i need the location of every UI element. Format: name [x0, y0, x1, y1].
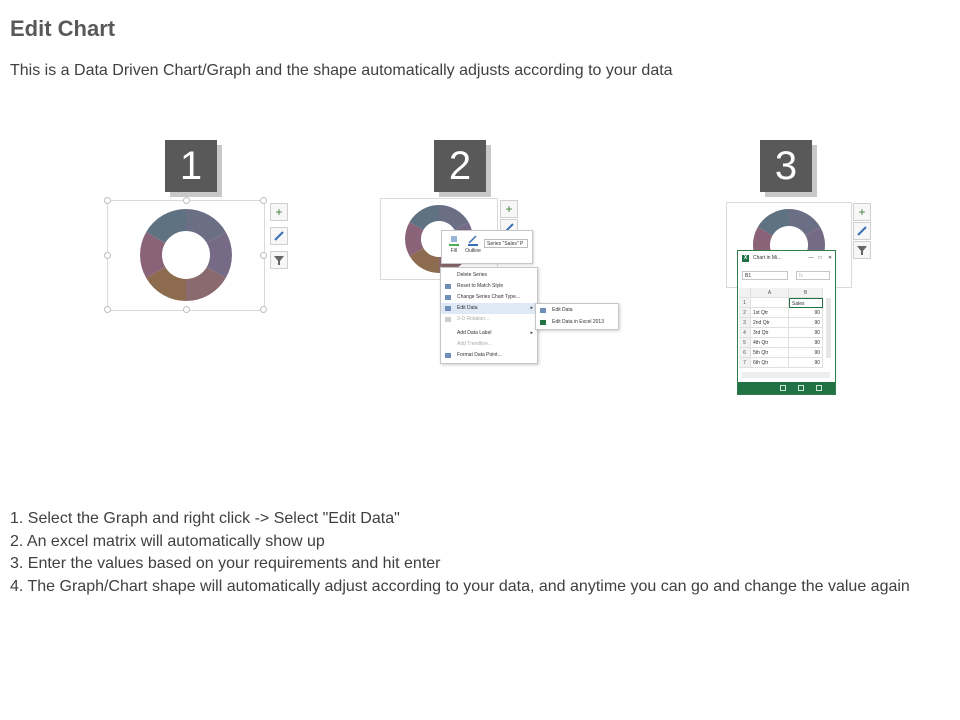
- cell[interactable]: 90: [789, 318, 823, 328]
- step-3-badge: 3: [760, 140, 812, 192]
- reset-icon: [445, 284, 451, 289]
- instructions: [10, 508, 940, 598]
- menu-item-add-data-label[interactable]: Add Data Label ▸: [441, 328, 537, 339]
- row-header[interactable]: 6: [739, 348, 751, 358]
- funnel-icon: [271, 252, 287, 268]
- instruction-line: 4. The Graph/Chart shape will automatically adjust according to your data, and anytime you can go and change the value again: [10, 577, 910, 595]
- rotation-icon: [445, 317, 451, 322]
- chart-elements-button[interactable]: [853, 203, 871, 221]
- name-box[interactable]: B1: [742, 271, 788, 280]
- resize-handle[interactable]: [183, 306, 190, 313]
- chart-type-icon: [445, 295, 451, 300]
- donut-chart-1[interactable]: [108, 201, 264, 310]
- format-icon: [445, 353, 451, 358]
- cell[interactable]: 5th Qtr: [751, 348, 789, 358]
- brush-icon: [271, 228, 287, 244]
- pen-icon: [467, 234, 479, 246]
- cell[interactable]: 90: [789, 328, 823, 338]
- column-header[interactable]: A: [751, 288, 789, 298]
- menu-item-format-data-point[interactable]: Format Data Point...: [441, 350, 537, 361]
- page-break-icon[interactable]: [816, 385, 822, 391]
- instruction-line: 3. Enter the values based on your requirements and hit enter: [10, 555, 441, 572]
- brush-icon: [854, 223, 870, 239]
- resize-handle[interactable]: [260, 197, 267, 204]
- submenu-item-edit-data-excel[interactable]: Edit Data in Excel 2013: [536, 317, 618, 328]
- formula-bar[interactable]: fx: [796, 271, 830, 280]
- chart-filters-button[interactable]: [270, 251, 288, 269]
- menu-item-delete-series[interactable]: Delete Series: [457, 272, 488, 278]
- normal-view-icon[interactable]: [780, 385, 786, 391]
- instruction-line: 2. An excel matrix will automatically show up: [10, 532, 325, 550]
- outline-button[interactable]: [462, 234, 484, 254]
- resize-handle[interactable]: [260, 306, 267, 313]
- menu-item-3d-rotation: 3-D Rotation...: [441, 314, 537, 325]
- minimize-icon[interactable]: —: [808, 255, 814, 261]
- funnel-icon: [854, 242, 870, 258]
- chart-elements-button[interactable]: [270, 203, 288, 221]
- close-icon[interactable]: ✕: [827, 255, 833, 261]
- menu-item-add-trendline: Add Trendline...: [457, 341, 493, 347]
- fill-label: Fill: [450, 248, 458, 254]
- chart-frame-1[interactable]: [107, 200, 265, 311]
- context-menu: [440, 267, 538, 364]
- row-header[interactable]: 7: [739, 358, 751, 368]
- resize-handle[interactable]: [183, 197, 190, 204]
- page-title: Edit Chart: [10, 16, 116, 41]
- chevron-right-icon: ▸: [530, 305, 533, 311]
- cell-selected[interactable]: Sales: [789, 298, 823, 308]
- resize-handle[interactable]: [104, 252, 111, 259]
- resize-handle[interactable]: [104, 306, 111, 313]
- resize-handle[interactable]: [260, 252, 267, 259]
- column-header[interactable]: B: [789, 288, 823, 298]
- outline-label: Outline: [465, 248, 481, 254]
- excel-icon: [540, 320, 546, 325]
- row-header[interactable]: 1: [739, 298, 751, 308]
- chart-styles-button[interactable]: [270, 227, 288, 245]
- instruction-line: 1. Select the Graph and right click -> Select "Edit Data": [10, 510, 400, 527]
- cell[interactable]: 1st Qtr: [751, 308, 789, 318]
- series-select[interactable]: Series "Sales" P: [484, 239, 528, 248]
- menu-item-edit-data[interactable]: Edit Data ▸: [441, 303, 537, 314]
- menu-item-reset-style[interactable]: Reset to Match Style: [441, 281, 537, 292]
- step-2-badge: 2: [434, 140, 486, 192]
- cell[interactable]: 90: [789, 358, 823, 368]
- paint-bucket-icon: [448, 234, 460, 246]
- row-header[interactable]: 5: [739, 338, 751, 348]
- chart-filters-button[interactable]: [853, 241, 871, 259]
- page-layout-icon[interactable]: [798, 385, 804, 391]
- cell[interactable]: 4th Qtr: [751, 338, 789, 348]
- cell[interactable]: 90: [789, 348, 823, 358]
- chart-styles-button[interactable]: [853, 222, 871, 240]
- excel-data-window: [737, 250, 836, 395]
- table-icon: [445, 306, 451, 311]
- cell[interactable]: 3rd Qtr: [751, 328, 789, 338]
- excel-title-bar: [738, 251, 835, 265]
- select-all-corner[interactable]: [739, 288, 751, 298]
- excel-status-bar: [738, 382, 835, 394]
- horizontal-scrollbar[interactable]: [742, 372, 830, 378]
- cell[interactable]: 90: [789, 338, 823, 348]
- chevron-right-icon: ▸: [530, 330, 533, 336]
- plus-icon: +: [858, 205, 866, 219]
- cell[interactable]: 6th Qtr: [751, 358, 789, 368]
- cell[interactable]: 2nd Qtr: [751, 318, 789, 328]
- plus-icon: +: [275, 205, 283, 219]
- row-header[interactable]: 4: [739, 328, 751, 338]
- step-1-badge: 1: [165, 140, 217, 192]
- cell[interactable]: [751, 298, 789, 308]
- submenu-item-edit-data[interactable]: Edit Data: [536, 305, 618, 316]
- mini-format-toolbar: [441, 230, 533, 264]
- table-icon: [540, 308, 546, 313]
- chart-elements-button[interactable]: [500, 200, 518, 218]
- menu-item-change-chart-type[interactable]: Change Series Chart Type...: [441, 292, 537, 303]
- fill-button[interactable]: [445, 234, 463, 254]
- page-subtitle: This is a Data Driven Chart/Graph and the shape automatically adjusts according to your data: [10, 62, 673, 79]
- plus-icon: +: [505, 202, 513, 216]
- edit-data-submenu: [535, 303, 619, 330]
- resize-handle[interactable]: [104, 197, 111, 204]
- cell[interactable]: 90: [789, 308, 823, 318]
- excel-window-title: Chart in Mi...: [753, 255, 782, 261]
- excel-logo-icon: X: [743, 255, 748, 261]
- maximize-icon[interactable]: □: [818, 255, 822, 261]
- row-header[interactable]: 2: [739, 308, 751, 318]
- row-header[interactable]: 3: [739, 318, 751, 328]
- vertical-scrollbar[interactable]: [826, 298, 831, 358]
